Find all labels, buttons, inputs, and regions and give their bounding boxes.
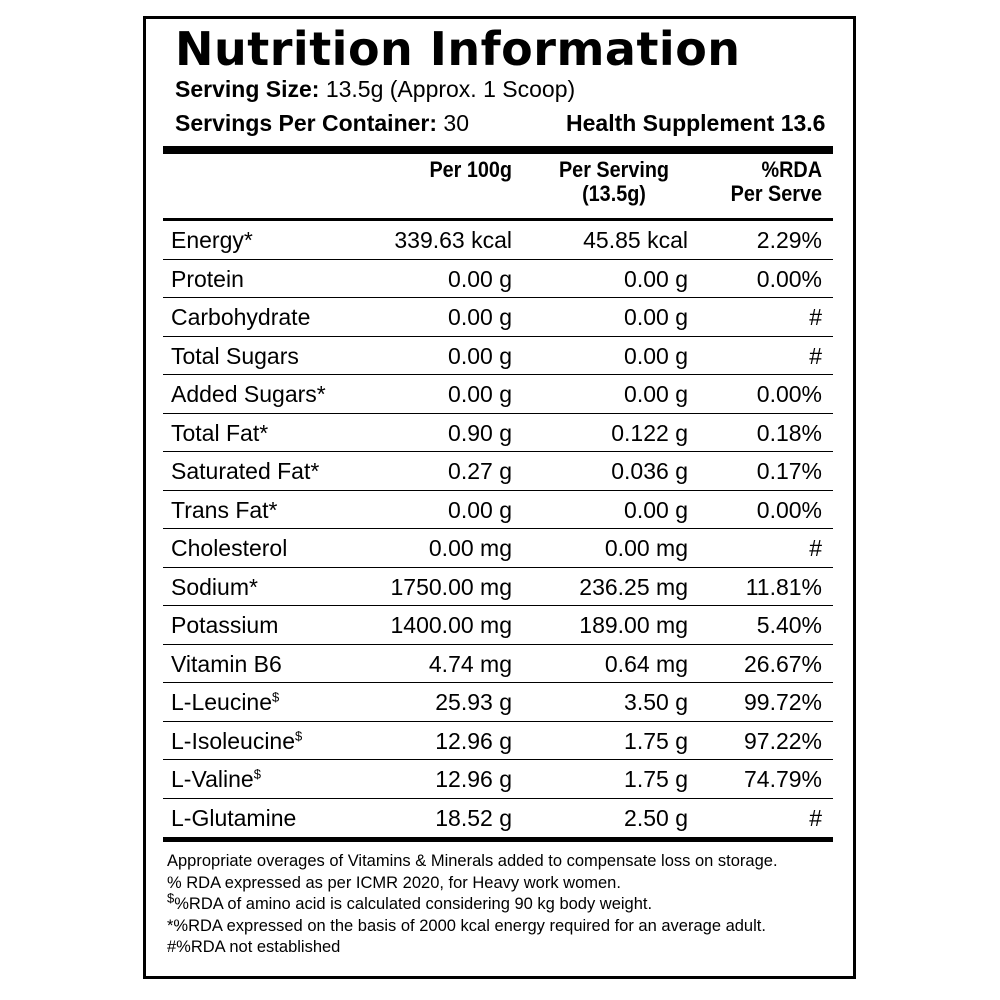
value-per-serving: 1.75 g [624, 766, 688, 792]
nutrient-table [163, 221, 833, 837]
table-row [163, 722, 833, 761]
header-per-serving [547, 158, 680, 206]
nutrient-name-text: Potassium [171, 612, 279, 638]
table-row [163, 683, 833, 722]
nutrient-name [171, 266, 244, 293]
nutrient-name [171, 612, 278, 639]
value-per-serving: 236.25 mg [579, 573, 688, 600]
value-per-serving: 0.00 g [624, 265, 688, 292]
value-per-serving: 1.75 g [624, 727, 688, 754]
nutrient-name-text: L-Isoleucine [171, 727, 296, 754]
nutrient-name [171, 728, 302, 755]
footnote-rda-basis: % RDA expressed as per ICMR 2020, for Heavy work women. [167, 873, 621, 892]
nutrient-footnote-symbol: $ [295, 727, 303, 743]
table-row [163, 799, 833, 838]
value-rda: 0.00% [756, 265, 822, 292]
serving-size-value: 13.5g (Approx. 1 Scoop) [319, 76, 576, 102]
nutrient-name [171, 343, 299, 370]
header-rda-line1: %RDA [761, 157, 822, 182]
value-per-100g: 4.74 mg [428, 650, 512, 677]
value-per-100g: 0.27 g [448, 458, 512, 484]
value-rda: # [809, 535, 822, 561]
value-rda: 5.40% [756, 612, 822, 638]
label-title: Nutrition Information [175, 22, 741, 76]
nutrient-name [171, 805, 296, 832]
table-row [163, 221, 833, 260]
header-per-100g-text: Per 100g [429, 157, 512, 182]
value-rda: 0.18% [756, 419, 822, 446]
servings-per-container-value: 30 [437, 110, 470, 136]
product-category: Health Supplement 13.6 [566, 110, 826, 136]
serving-size-label: Serving Size: [175, 76, 320, 102]
table-row [163, 337, 833, 376]
nutrient-name [171, 227, 253, 254]
value-rda: # [809, 804, 822, 831]
nutrient-name [171, 497, 278, 524]
header-per-serving-line2: (13.5g) [582, 181, 646, 206]
value-per-100g: 18.52 g [435, 804, 512, 831]
value-per-serving: 0.00 g [624, 342, 688, 369]
value-rda: 97.22% [743, 727, 822, 754]
value-per-serving: 0.00 mg [604, 535, 688, 561]
value-per-100g: 25.93 g [435, 689, 512, 715]
value-per-100g: 0.00 g [448, 381, 512, 407]
value-per-100g: 0.00 g [448, 496, 512, 523]
value-per-100g: 0.00 g [448, 342, 512, 369]
header-per-serving-line1: Per Serving [558, 157, 670, 182]
nutrient-name-text: Total Fat* [171, 419, 269, 446]
value-per-100g: 12.96 g [435, 727, 512, 754]
value-rda: # [809, 342, 822, 369]
value-per-100g: 1750.00 mg [390, 573, 512, 600]
table-row [163, 760, 833, 799]
nutrient-name-text: Total Sugars [171, 342, 299, 369]
nutrient-name-text: L-Leucine [171, 689, 273, 715]
table-row [163, 414, 833, 453]
nutrient-name-text: Energy* [171, 227, 253, 253]
value-per-100g: 0.00 mg [428, 535, 512, 561]
nutrient-name-text: Carbohydrate [171, 304, 311, 330]
nutrient-name-text: Added Sugars* [171, 381, 326, 407]
serving-size [175, 76, 575, 103]
top-divider [163, 146, 833, 154]
nutrient-name [171, 766, 261, 793]
nutrient-name-text: Cholesterol [171, 535, 288, 561]
value-per-100g: 0.00 g [448, 265, 512, 292]
nutrient-name-text: Protein [171, 265, 244, 292]
footnotes [167, 851, 847, 959]
value-per-100g: 0.00 g [448, 304, 512, 330]
table-row [163, 529, 833, 568]
value-per-serving: 3.50 g [624, 689, 688, 715]
nutrient-name-text: Saturated Fat* [171, 458, 320, 484]
value-per-serving: 45.85 kcal [583, 227, 688, 253]
value-per-serving: 0.036 g [611, 458, 688, 484]
nutrient-name [171, 381, 326, 408]
value-per-100g: 1400.00 mg [390, 612, 512, 638]
nutrient-name [171, 304, 310, 331]
value-per-serving: 0.64 mg [604, 650, 688, 677]
bottom-divider [163, 837, 833, 842]
value-rda: 0.00% [756, 381, 822, 407]
footnote-not-established: #%RDA not established [167, 938, 341, 957]
nutrient-footnote-symbol: $ [253, 766, 261, 782]
value-per-serving: 0.00 g [624, 304, 688, 330]
value-rda: 0.00% [756, 496, 822, 523]
value-rda: 74.79% [743, 766, 822, 792]
value-rda: 99.72% [743, 689, 822, 715]
value-rda: 11.81% [745, 573, 822, 600]
nutrient-name [171, 458, 319, 485]
value-per-100g: 0.90 g [448, 419, 512, 446]
nutrient-name-text: Sodium* [171, 573, 258, 600]
value-per-serving: 2.50 g [624, 804, 688, 831]
value-per-100g: 339.63 kcal [394, 227, 512, 253]
header-per-100g [384, 158, 512, 182]
nutrient-name [171, 574, 258, 601]
servings-per-container-label: Servings Per Container: [175, 110, 438, 136]
value-per-100g: 12.96 g [435, 766, 512, 792]
header-rda [712, 158, 822, 206]
table-row [163, 298, 833, 337]
nutrient-name-text: L-Valine [171, 766, 254, 792]
table-row [163, 452, 833, 491]
footnote-energy: *%RDA expressed on the basis of 2000 kcal energy required for an average adult. [167, 916, 766, 935]
servings-per-container [175, 110, 469, 137]
value-per-serving: 189.00 mg [579, 612, 688, 638]
table-row [163, 568, 833, 607]
value-per-serving: 0.00 g [624, 496, 688, 523]
footnote-amino-acid-symbol: $ [167, 890, 175, 906]
nutrient-name [171, 535, 287, 562]
table-row [163, 606, 833, 645]
value-rda: 26.67% [743, 650, 822, 677]
table-row [163, 375, 833, 414]
value-per-serving: 0.00 g [624, 381, 688, 407]
value-per-serving: 0.122 g [611, 419, 688, 446]
footnote-overages: Appropriate overages of Vitamins & Minerals added to compensate loss on storage. [167, 852, 778, 870]
value-rda: 0.17% [756, 458, 822, 484]
nutrient-footnote-symbol: $ [272, 689, 280, 705]
nutrient-name [171, 420, 268, 447]
nutrient-name-text: Vitamin B6 [171, 650, 282, 677]
header-rda-line2: Per Serve [730, 181, 822, 206]
nutrient-name [171, 689, 279, 716]
table-row [163, 645, 833, 684]
nutrient-name [171, 651, 282, 678]
footnote-amino-acid [167, 890, 847, 916]
value-rda: 2.29% [756, 227, 822, 253]
table-row [163, 491, 833, 530]
footnote-amino-acid-text: %RDA of amino acid is calculated considering 90 kg body weight. [174, 895, 653, 914]
table-row [163, 260, 833, 299]
value-rda: # [809, 304, 822, 330]
nutrient-name-text: L-Glutamine [171, 804, 297, 831]
nutrient-name-text: Trans Fat* [171, 496, 278, 523]
